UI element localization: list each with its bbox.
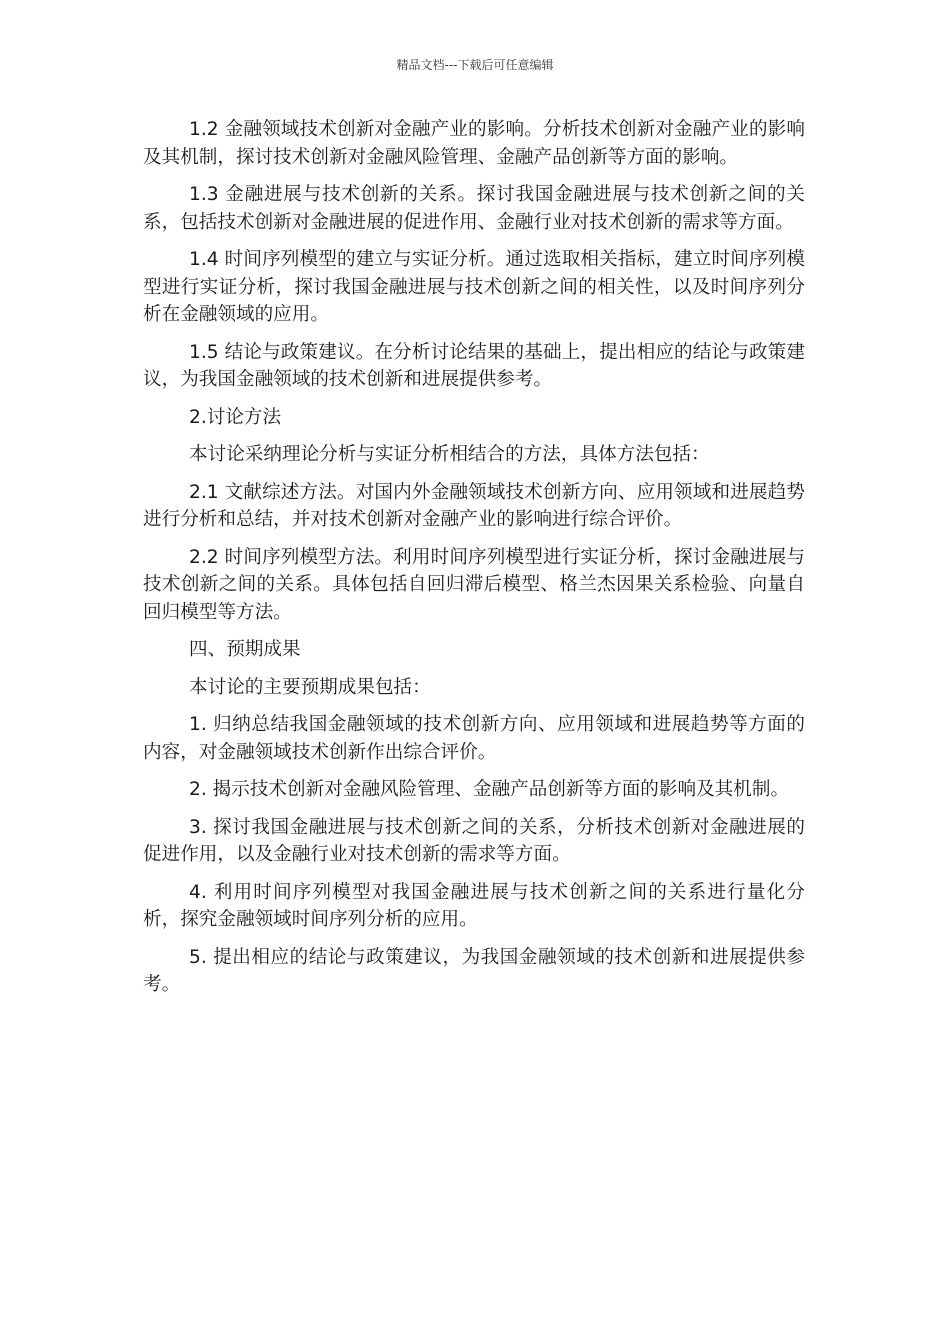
paragraph-1-3: 1.3 金融进展与技术创新的关系。探讨我国金融进展与技术创新之间的关系，包括技术创新对金融进展的促进作用、金融行业对技术创新的需求等方面。 [143,184,805,233]
document-body [143,116,805,1009]
page-header: 精品文档---下载后可任意编辑 [396,58,554,72]
result-item-4: 4. 利用时间序列模型对我国金融进展与技术创新之间的关系进行量化分析，探究金融领域时间序列分析的应用。 [143,881,805,930]
paragraph-1-2: 1.2 金融领域技术创新对金融产业的影响。分析技术创新对金融产业的影响及其机制，探讨技术创新对金融风险管理、金融产品创新等方面的影响。 [143,119,805,168]
section-heading-expected-results: 四、预期成果 [189,639,301,660]
result-item-5: 5. 提出相应的结论与政策建议，为我国金融领域的技术创新和进展提供参考。 [143,946,805,995]
paragraph-2-2: 2.2 时间序列模型方法。利用时间序列模型进行实证分析，探讨金融进展与技术创新之间的关系。具体包括自回归滞后模型、格兰杰因果关系检验、向量自回归模型等方法。 [143,546,805,623]
result-item-3: 3. 探讨我国金融进展与技术创新之间的关系，分析技术创新对金融进展的促进作用，以及金融行业对技术创新的需求等方面。 [143,816,805,865]
paragraph-2-1: 2.1 文献综述方法。对国内外金融领域技术创新方向、应用领域和进展趋势进行分析和总结，并对技术创新对金融产业的影响进行综合评价。 [143,481,805,530]
paragraph-1-5: 1.5 结论与政策建议。在分析讨论结果的基础上，提出相应的结论与政策建议，为我国金融领域的技术创新和进展提供参考。 [143,341,805,390]
paragraph-1-4: 1.4 时间序列模型的建立与实证分析。通过选取相关指标，建立时间序列模型进行实证分析，探讨我国金融进展与技术创新之间的相关性，以及时间序列分析在金融领域的应用。 [143,249,805,325]
result-item-2: 2. 揭示技术创新对金融风险管理、金融产品创新等方面的影响及其机制。 [189,779,790,800]
paragraph-methods-intro: 本讨论采纳理论分析与实证分析相结合的方法，具体方法包括： [189,444,710,465]
result-item-1: 1. 归纳总结我国金融领域的技术创新方向、应用领域和进展趋势等方面的内容，对金融领域技术创新作出综合评价。 [143,714,805,763]
paragraph-results-intro: 本讨论的主要预期成果包括： [189,676,431,698]
section-heading-methods: 2.讨论方法 [189,406,282,428]
